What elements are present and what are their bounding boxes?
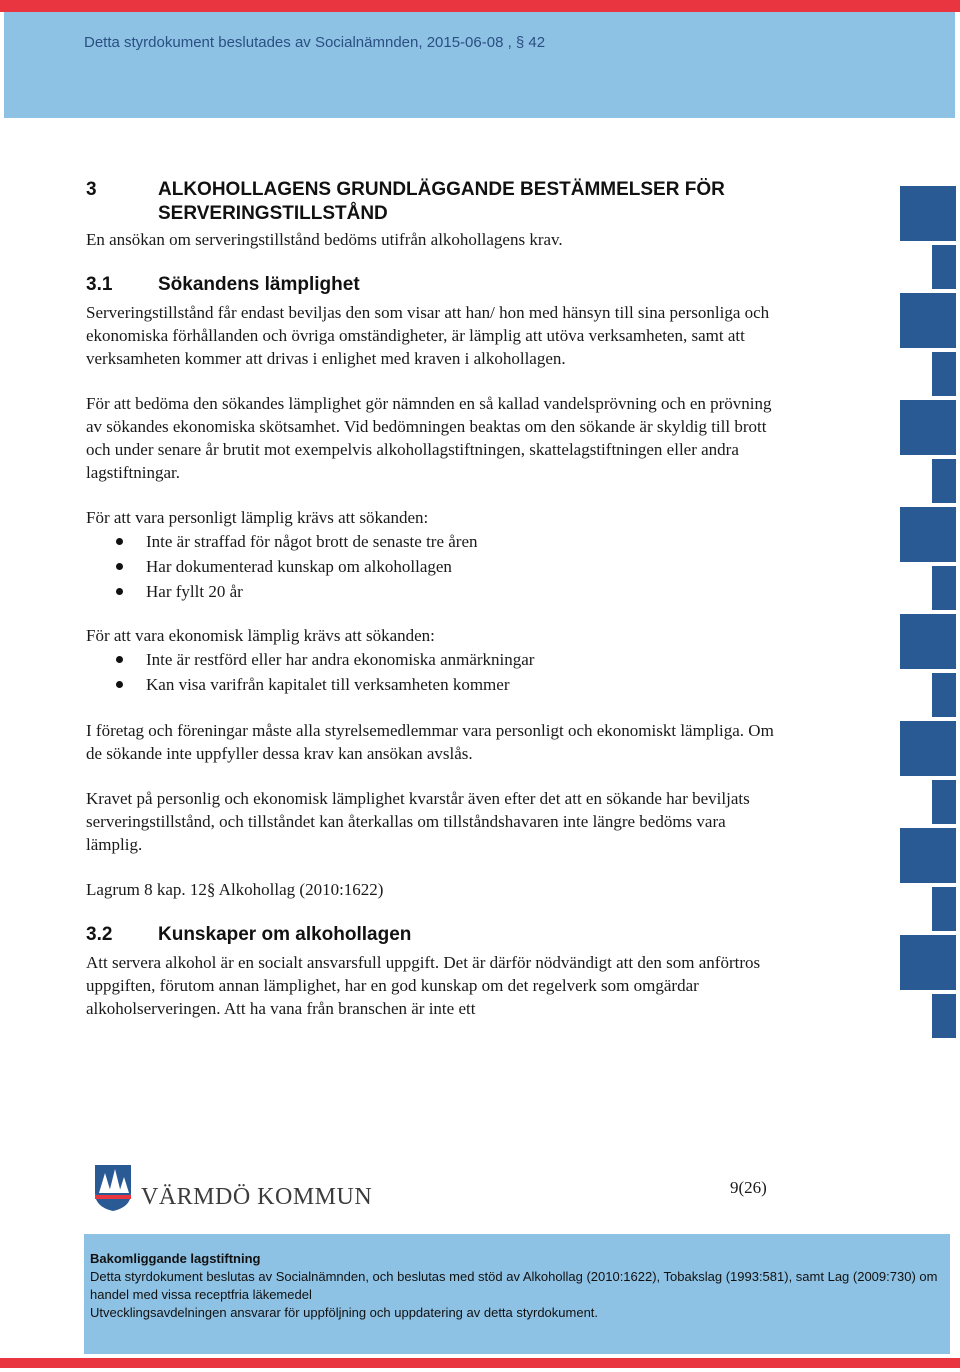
section-3-1-number: 3.1 [86, 274, 113, 295]
document-body [86, 178, 786, 1020]
personal-requirements-intro: För att vara personligt lämplig krävs att sökanden: [86, 508, 429, 527]
paragraph: I företag och föreningar måste alla styrelsemedlemmar vara personligt och ekonomiskt lämpliga. Om de sökande inte uppfyller dessa krav kan ansökan avslås. [86, 721, 774, 763]
section-3-intro: En ansökan om serveringstillstånd bedöms utifrån alkohollagens krav. [86, 230, 563, 249]
top-red-stripe [0, 0, 960, 12]
section-3-2-number: 3.2 [86, 924, 113, 945]
header-band [4, 12, 955, 118]
list-item: Har fyllt 20 år [86, 579, 786, 604]
paragraph: Kravet på personlig och ekonomisk lämplighet kvarstår även efter det att en sökande har beviljats serveringstillstånd, och tillståndet kan återkallas om tillståndshavaren inte längre bedöms vara lämplig. [86, 789, 750, 854]
personal-requirements-list [86, 529, 786, 604]
footer-line: Utvecklingsavdelningen ansvarar för uppföljning och uppdatering av detta styrdokument. [90, 1305, 599, 1320]
footer-text [90, 1250, 946, 1322]
section-3-1-heading [86, 273, 786, 297]
side-decorative-blocks [900, 186, 958, 1041]
list-item: Inte är restförd eller har andra ekonomiska anmärkningar [86, 647, 786, 672]
coat-of-arms-icon [93, 1163, 133, 1213]
footer-title: Bakomliggande lagstiftning [90, 1251, 261, 1266]
list-item: Inte är straffad för något brott de senaste tre åren [86, 529, 786, 554]
list-item: Har dokumenterad kunskap om alkohollagen [86, 554, 786, 579]
paragraph: För att bedöma den sökandes lämplighet gör nämnden en så kallad vandelsprövning och en prövning av sökandes ekonomiska skötsamhet. Vid bedömningen beaktas om den sökande är skyldig till brott och under senare år brutit mot exempelvis alkohollagstiftningen, skattelagstiftningen eller andra lagstiftningar. [86, 394, 772, 482]
logo-text: VÄRMDÖ KOMMUN [141, 1183, 373, 1210]
varmdo-kommun-logo [93, 1163, 372, 1213]
economic-requirements-list [86, 647, 786, 697]
section-3-2-heading [86, 923, 786, 947]
economic-requirements-intro: För att vara ekonomisk lämplig krävs att sökanden: [86, 626, 435, 645]
section-3-1-title: Sökandens lämplighet [158, 274, 360, 295]
section-3-title: ALKOHOLLAGENS GRUNDLÄGGANDE BESTÄMMELSER FÖR SERVERINGSTILLSTÅND [158, 179, 725, 224]
list-item: Kan visa varifrån kapitalet till verksamheten kommer [86, 672, 786, 697]
header-decision-text: Detta styrdokument beslutades av Socialnämnden, 2015-06-08 , § 42 [84, 34, 546, 51]
section-3-number: 3 [86, 179, 97, 200]
page-number: 9(26) [730, 1178, 767, 1197]
lagrum-reference: Lagrum 8 kap. 12§ Alkohollag (2010:1622) [86, 880, 384, 899]
footer-line: Detta styrdokument beslutas av Socialnämnden, och beslutas med stöd av Alkohollag (2010:1622), Tobakslag (1993:581), samt Lag (2009:730) om handel med vissa receptfria läkemedel [90, 1269, 938, 1302]
paragraph: Att servera alkohol är en socialt ansvarsfull uppgift. Det är därför nödvändigt att den som anförtros uppgiften, förutom annan lämplighet, har en god kunskap om det regelverk som omgärdar alkoholserveringen. Att ha vana från branschen är inte ett [86, 953, 761, 1018]
section-3-2-title: Kunskaper om alkohollagen [158, 924, 412, 945]
section-3-heading [86, 178, 786, 226]
bottom-red-stripe [0, 1358, 960, 1368]
paragraph: Serveringstillstånd får endast beviljas den som visar att han/ hon med hänsyn till sina personliga och ekonomiska förhållanden och övriga omständigheter, är lämplig att utöva verksamheten, samt att verksamheten kommer att drivas i enlighet med kraven i alkohollagen. [86, 303, 770, 368]
footer-band [84, 1234, 950, 1354]
